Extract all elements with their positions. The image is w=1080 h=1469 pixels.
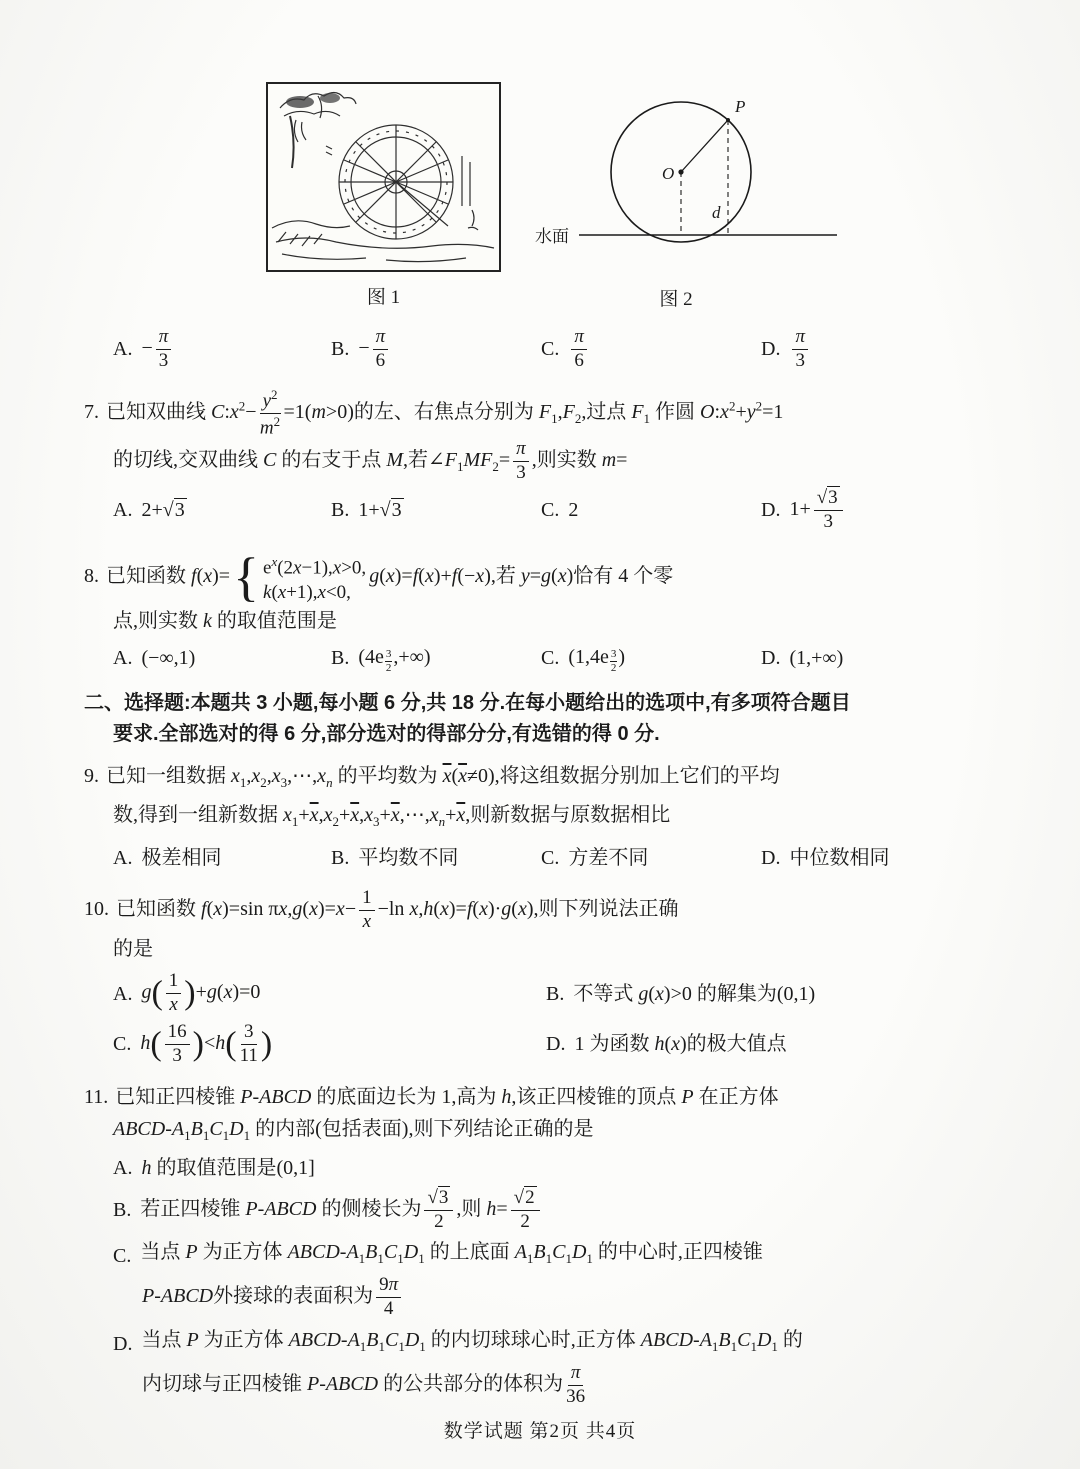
question-10: [84, 888, 1024, 1066]
radius-op-line: [681, 120, 728, 172]
question-10-line-1: [84, 888, 1024, 933]
q7-option-b: [331, 494, 541, 526]
q10-option-b-content: 不等式 g(x)>0 的解集为(0,1): [573, 982, 816, 1005]
section-2-line-1: 二、选择题:本题共 3 小题,每小题 6 分,共 18 分.在每小题给出的选项中,有多项符合题目: [84, 692, 851, 715]
q8-option-d-label: D.: [761, 646, 781, 669]
q9-option-d-label: D.: [761, 847, 781, 870]
q8-option-b-label: B.: [331, 646, 350, 669]
question-8-line-1: [84, 546, 1024, 607]
q9-option-d-content: 中位数相同: [789, 847, 890, 870]
q6-option-c: [541, 327, 761, 372]
q11-option-a: [113, 1152, 1024, 1184]
q9-option-a-content: 极差相同: [141, 847, 222, 870]
q10-option-a-label: A.: [113, 982, 133, 1005]
q9-option-a-label: A.: [113, 847, 133, 870]
figure-1-caption: 图 1: [366, 287, 401, 308]
q9-option-a: [113, 842, 331, 874]
q8-option-d-content: (1,+∞): [789, 646, 844, 669]
question-7-options: [113, 488, 1024, 533]
q11-option-c: [113, 1236, 1024, 1275]
question-7-line-2: 的切线,交双曲线 C 的右支于点 M,若$\angle F_1MF_2=$ $\frac{\pi}{3}$ ,则实数 m=: [113, 438, 628, 484]
q9-option-c-content: 方差不同: [568, 847, 649, 870]
q11-option-b: [113, 1188, 1024, 1233]
question-9: [84, 760, 1024, 874]
q10-option-c-content: h( $\frac{16}{3}$ )<h( $\frac{3}{11}$ ): [140, 1020, 273, 1066]
q11-option-d-content-2: 内切球与正四棱锥 P-ABCD 的公共部分的体积为 $\frac{\pi}{36}$: [142, 1362, 586, 1408]
q8-option-a-content: (−∞,1): [141, 646, 196, 669]
q6-option-c-content: $\frac{\pi}{6}$: [568, 327, 590, 372]
q11-option-c-content-1: 当点 P 为正方体 ABCD-$A_1B_1C_1D_1$ 的上底面 $A_1B_1C_1D_1$ 的中心时,正四棱锥: [140, 1241, 763, 1267]
q11-option-a-label: A.: [113, 1156, 133, 1179]
question-9-line-1: [84, 760, 1024, 799]
question-9-line-2: 数,得到一组新数据 $x_1+\overline{x},x_2+\overline{x},x_3+\overline{x},\cdots,x_n+\overline{x}$,则新数据与原数据相比: [113, 804, 671, 830]
q6-option-b-content: − $\frac{\pi}{6}$: [358, 327, 391, 372]
q10-option-d: [546, 1028, 1024, 1060]
label-p: P: [735, 97, 746, 116]
q10-option-d-label: D.: [546, 1033, 566, 1056]
question-11-line-1: [84, 1081, 1024, 1113]
question-11-text-1: 已知正四棱锥 P-ABCD 的底面边长为 1,高为 h,该正四棱锥的顶点 P 在正方体: [115, 1085, 779, 1108]
question-9-text-1: 已知一组数据 $x_1,x_2,x_3,\cdots,x_n$ 的平均数为 $\overline{x}(\overline{x}\ne 0)$,将这组数据分别加上它们的平均: [106, 765, 780, 791]
label-d: d: [712, 203, 721, 222]
q9-option-b-content: 平均数不同: [358, 847, 459, 870]
q11-option-c-label: C.: [113, 1244, 132, 1267]
q11-option-c-content-2: P-ABCD外接球的表面积为 $\frac{9\pi}{4}$: [142, 1275, 1024, 1320]
q9-option-c-label: C.: [541, 847, 560, 870]
q8-option-c: [541, 641, 761, 674]
question-10-options-row-2: [113, 1022, 1024, 1067]
q9-option-b-label: B.: [331, 847, 350, 870]
question-6-options: [113, 327, 1024, 372]
section-2-line-2: 要求.全部选对的得 6 分,部分选对的得部分分,有选错的得 0 分.: [113, 723, 660, 746]
q10-option-b-label: B.: [546, 982, 565, 1005]
q8-option-c-label: C.: [541, 646, 560, 669]
q10-option-a-content: g( $\frac{1}{x}$ )+g(x)=0: [141, 970, 261, 1016]
question-9-number: 9.: [84, 765, 99, 788]
q7-option-a: [113, 494, 331, 526]
page-footer: 数学试题 第2页 共4页: [443, 1421, 637, 1442]
q6-option-b: [331, 327, 541, 372]
q11-option-d-label: D.: [113, 1332, 133, 1355]
label-o: O: [662, 164, 675, 183]
figures-row: [84, 82, 1024, 311]
question-10-options-row-1: [113, 971, 1024, 1016]
q10-option-a: [113, 971, 546, 1016]
question-9-options: [113, 842, 1024, 874]
q10-option-d-content: 1 为函数 h(x)的极大值点: [574, 1033, 787, 1056]
section-2-header: [84, 688, 1024, 750]
q6-option-b-label: B.: [331, 338, 350, 361]
q7-option-d-label: D.: [761, 499, 781, 522]
q6-option-a-label: A.: [113, 338, 133, 361]
q11-option-b-content: 若正四棱锥 P-ABCD 的侧棱长为 $\frac{√3}{2}$ ,则 h= $\frac{√2}{2}$: [140, 1188, 542, 1233]
question-8-text-1: 已知函数 f(x)= { $e^x(2x-1),x>0$, k(x+1),x<0, g(x)=f(x)+f(−x),若 y=g(x)恰有 4 个零: [106, 546, 674, 607]
question-10-text-1: 已知函数 f(x)=sin πx,g(x)=x− $\frac{1}{x}$ −ln x,h(x)=f(x)·g(x),则下列说法正确: [116, 887, 679, 933]
q6-option-d-content: $\frac{\pi}{3}$: [789, 327, 811, 372]
question-7: [84, 388, 1024, 533]
question-8: [84, 546, 1024, 675]
question-11-line-2: ABCD-$A_1B_1C_1D_1$ 的内部(包括表面),则下列结论正确的是: [113, 1117, 594, 1143]
q11-option-d: [113, 1324, 1024, 1363]
q10-option-b: [546, 978, 1024, 1010]
q10-option-c-label: C.: [113, 1033, 132, 1056]
q8-option-a-label: A.: [113, 646, 133, 669]
figure-2-block: [531, 82, 861, 311]
figure-1-waterwheel-image: [266, 82, 501, 272]
q7-option-c-content: 2: [568, 499, 579, 522]
figure-2-circle-diagram: [531, 82, 861, 287]
q7-option-a-content: 2+√3: [141, 499, 185, 522]
q6-option-a: [113, 327, 331, 372]
q7-option-a-label: A.: [113, 499, 133, 522]
question-8-number: 8.: [84, 564, 99, 587]
figure-1-block: [266, 82, 501, 309]
q6-option-d-label: D.: [761, 338, 781, 361]
q6-option-a-content: − $\frac{\pi}{3}$: [141, 327, 174, 372]
q9-option-d: [761, 842, 1024, 874]
question-8-line-2: 点,则实数 k 的取值范围是: [113, 610, 337, 633]
q8-option-b: [331, 641, 541, 674]
q7-option-b-content: 1+√3: [358, 499, 402, 522]
q11-option-d-content-1: 当点 P 为正方体 ABCD-$A_1B_1C_1D_1$ 的内切球球心时,正方体 ABCD-$A_1B_1C_1D_1$ 的: [141, 1329, 803, 1355]
q8-option-d: [761, 642, 1024, 674]
q6-option-d: [761, 327, 1024, 372]
q8-option-a: [113, 642, 331, 674]
q7-option-d: [761, 488, 1024, 533]
q7-option-b-label: B.: [331, 499, 350, 522]
question-8-options: [113, 641, 1024, 674]
label-water: 水面: [535, 227, 569, 246]
question-11: [84, 1081, 1024, 1408]
q11-option-a-content: h 的取值范围是(0,1]: [141, 1156, 315, 1179]
q7-option-d-content: 1+ $\frac{√3}{3}$: [789, 488, 845, 533]
question-7-line-1: [84, 388, 1024, 439]
q6-option-c-label: C.: [541, 338, 560, 361]
q9-option-b: [331, 842, 541, 874]
q8-option-b-content: (4e $\frac{3}{2}$ ,+∞): [358, 646, 431, 674]
q10-option-c: [113, 1022, 546, 1067]
figure-2-caption: 图 2: [659, 289, 693, 310]
q7-option-c: [541, 494, 761, 526]
q7-option-c-label: C.: [541, 499, 560, 522]
question-10-line-2: 的是: [113, 938, 153, 961]
q9-option-c: [541, 842, 761, 874]
q11-option-b-label: B.: [113, 1199, 132, 1222]
q8-option-c-content: (1,4e $\frac{3}{2}$ ): [568, 646, 626, 674]
question-11-number: 11.: [84, 1085, 109, 1108]
question-7-number: 7.: [84, 401, 99, 424]
question-10-number: 10.: [84, 898, 109, 921]
question-7-text-1: 已知双曲线 $C:x^2-$ $\frac{y^2}{m^2}$ =1(m>0)的左、右焦点分别为 $F_1,F_2$,过点 $F_1$ 作圆 $O:x^2+y^2=1$: [106, 386, 784, 439]
